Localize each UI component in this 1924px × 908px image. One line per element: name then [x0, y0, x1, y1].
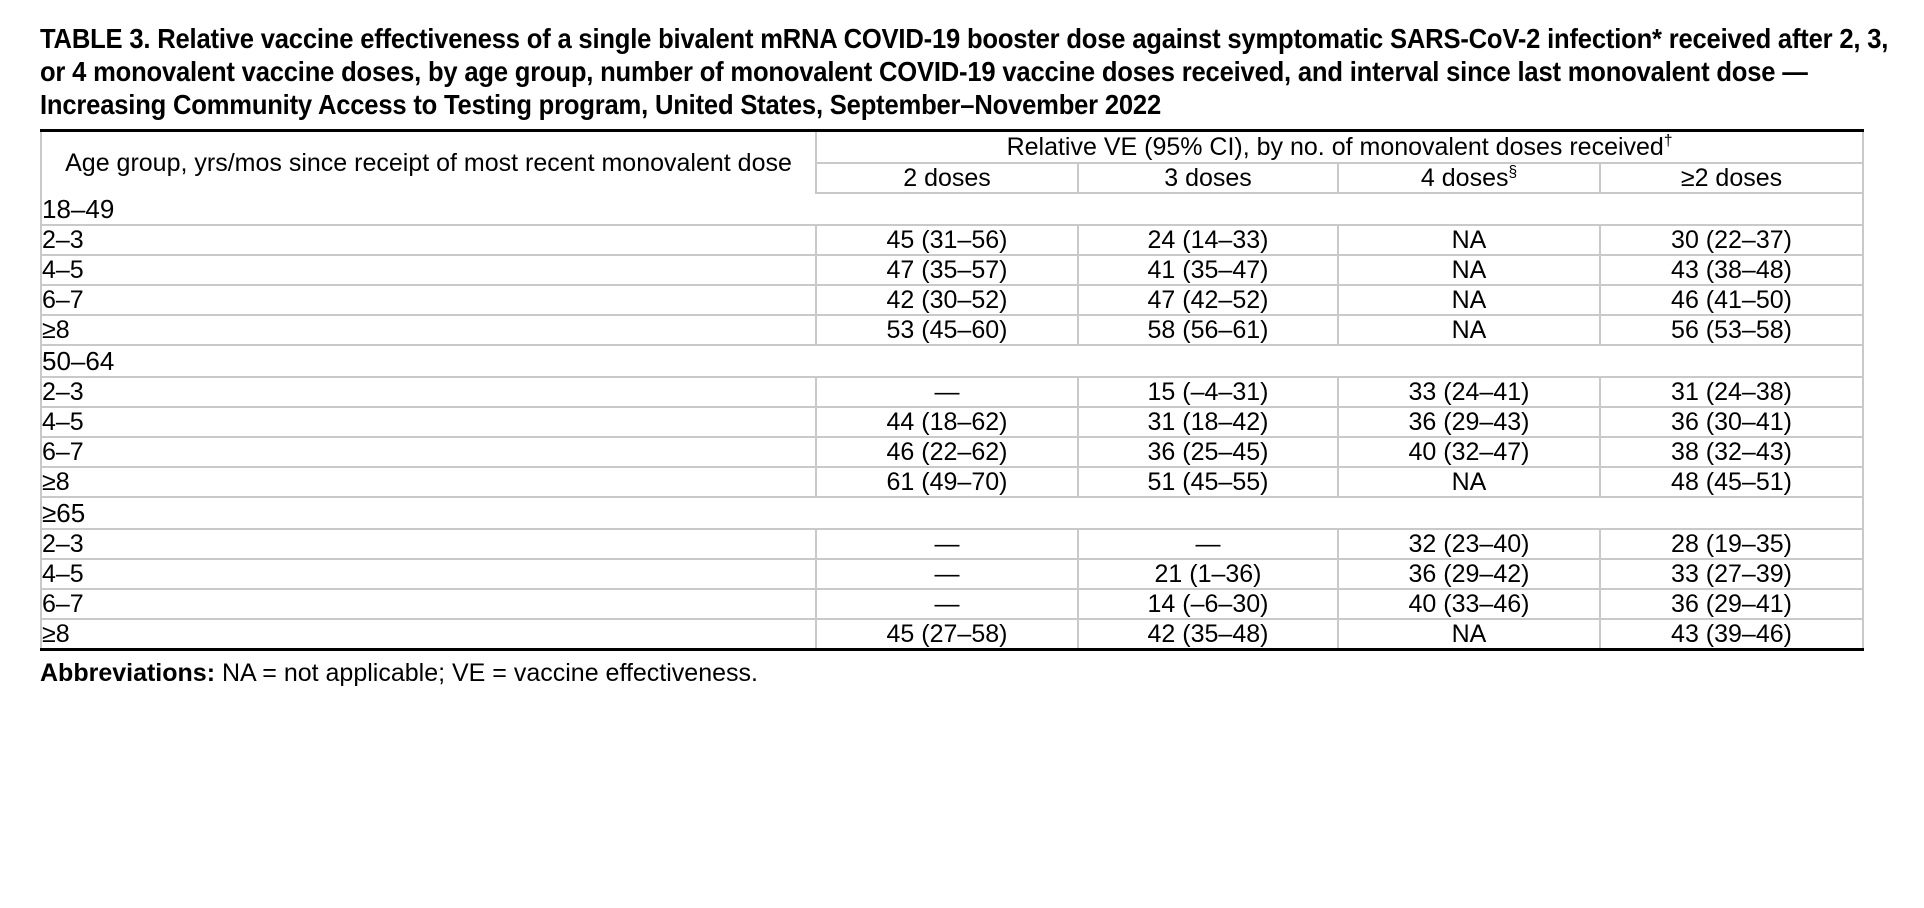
- header-relative-ve-group-footnote-marker: †: [1663, 132, 1673, 150]
- cell-ge2-doses: 48 (45–51): [1600, 467, 1863, 497]
- row-label: 4–5: [41, 255, 816, 285]
- group-heading-row: [41, 193, 1863, 225]
- cell-ge2-doses: 28 (19–35): [1600, 529, 1863, 559]
- table-row: [41, 285, 1863, 315]
- row-label: 6–7: [41, 437, 816, 467]
- row-label: ≥8: [41, 315, 816, 345]
- cell-3-doses: 21 (1–36): [1078, 559, 1338, 589]
- cell-3-doses: 51 (45–55): [1078, 467, 1338, 497]
- cell-ge2-doses: 43 (39–46): [1600, 619, 1863, 650]
- table-header: [41, 131, 1863, 194]
- cell-2-doses: 45 (27–58): [816, 619, 1078, 650]
- cell-ge2-doses: 46 (41–50): [1600, 285, 1863, 315]
- cell-ge2-doses: 43 (38–48): [1600, 255, 1863, 285]
- cell-2-doses: 53 (45–60): [816, 315, 1078, 345]
- row-label: ≥8: [41, 619, 816, 650]
- cell-ge2-doses: 38 (32–43): [1600, 437, 1863, 467]
- table-row: [41, 589, 1863, 619]
- header-col-4-doses-label: 4 doses: [1420, 164, 1509, 192]
- table-row: [41, 377, 1863, 407]
- row-label: 4–5: [41, 407, 816, 437]
- cell-2-doses: 44 (18–62): [816, 407, 1078, 437]
- cell-ge2-doses: 36 (29–41): [1600, 589, 1863, 619]
- cell-4-doses: 40 (33–46): [1338, 589, 1600, 619]
- cell-4-doses: NA: [1338, 315, 1600, 345]
- cell-3-doses: 24 (14–33): [1078, 225, 1338, 255]
- table-row: [41, 407, 1863, 437]
- cell-2-doses: —: [816, 529, 1078, 559]
- abbreviations-footnote: [40, 651, 1884, 688]
- cell-3-doses: 14 (–6–30): [1078, 589, 1338, 619]
- cell-4-doses: 40 (32–47): [1338, 437, 1600, 467]
- header-col-3-doses: [1078, 163, 1338, 193]
- cell-4-doses: NA: [1338, 255, 1600, 285]
- header-relative-ve-group: [816, 131, 1863, 164]
- cell-4-doses: NA: [1338, 285, 1600, 315]
- cell-ge2-doses: 33 (27–39): [1600, 559, 1863, 589]
- header-col-2-doses: [816, 163, 1078, 193]
- row-label: 6–7: [41, 285, 816, 315]
- group-heading-ge65: ≥65: [41, 497, 1863, 529]
- row-label: 2–3: [41, 225, 816, 255]
- header-col-ge2-doses: [1600, 163, 1863, 193]
- cell-4-doses: NA: [1338, 619, 1600, 650]
- cell-2-doses: 42 (30–52): [816, 285, 1078, 315]
- table-title: TABLE 3. Relative vaccine effectiveness of a single bivalent mRNA COVID-19 booster dose against symptomatic SARS-CoV-2 infection* received after 2, 3, or 4 monovalent vaccine doses, by age group, number of monovalent COVID-19 vaccine doses received, and interval since last monovalent dose — Increasing Community Access to Testing program, United States, September–November 2022: [40, 23, 1896, 120]
- header-col-ge2-doses-label: ≥2 doses: [1680, 164, 1783, 192]
- cell-3-doses: 42 (35–48): [1078, 619, 1338, 650]
- cell-3-doses: 41 (35–47): [1078, 255, 1338, 285]
- header-col-4-doses: [1338, 163, 1600, 193]
- table-row: [41, 467, 1863, 497]
- abbreviations-text: NA = not applicable; VE = vaccine effectiveness.: [215, 659, 758, 687]
- table-row: [41, 619, 1863, 650]
- row-label: 6–7: [41, 589, 816, 619]
- table-row: [41, 559, 1863, 589]
- cell-4-doses: 36 (29–43): [1338, 407, 1600, 437]
- header-relative-ve-group-text: Relative VE (95% CI), by no. of monovalent doses received: [1006, 133, 1664, 161]
- cell-ge2-doses: 36 (30–41): [1600, 407, 1863, 437]
- header-col-4-doses-footnote-marker: §: [1508, 163, 1518, 181]
- row-label: 4–5: [41, 559, 816, 589]
- cell-3-doses: —: [1078, 529, 1338, 559]
- header-col-3-doses-label: 3 doses: [1164, 164, 1252, 192]
- cell-2-doses: 45 (31–56): [816, 225, 1078, 255]
- table-row: [41, 437, 1863, 467]
- cell-2-doses: —: [816, 589, 1078, 619]
- table-body: [41, 193, 1863, 650]
- header-col-2-doses-label: 2 doses: [903, 164, 991, 192]
- cell-3-doses: 47 (42–52): [1078, 285, 1338, 315]
- row-label: 2–3: [41, 377, 816, 407]
- cell-ge2-doses: 30 (22–37): [1600, 225, 1863, 255]
- cell-3-doses: 58 (56–61): [1078, 315, 1338, 345]
- group-heading-50-64: 50–64: [41, 345, 1863, 377]
- group-heading-row: [41, 497, 1863, 529]
- cell-ge2-doses: 31 (24–38): [1600, 377, 1863, 407]
- relative-ve-table: [40, 129, 1864, 651]
- cell-ge2-doses: 56 (53–58): [1600, 315, 1863, 345]
- group-heading-row: [41, 345, 1863, 377]
- cell-2-doses: 47 (35–57): [816, 255, 1078, 285]
- cell-4-doses: NA: [1338, 467, 1600, 497]
- row-label: 2–3: [41, 529, 816, 559]
- table-row: [41, 255, 1863, 285]
- cell-4-doses: NA: [1338, 225, 1600, 255]
- abbreviations-label: Abbreviations:: [40, 659, 216, 687]
- cell-2-doses: —: [816, 559, 1078, 589]
- header-row-top: [41, 131, 1863, 164]
- cell-3-doses: 36 (25–45): [1078, 437, 1338, 467]
- row-label: ≥8: [41, 467, 816, 497]
- cell-3-doses: 31 (18–42): [1078, 407, 1338, 437]
- table-row: [41, 225, 1863, 255]
- group-heading-18-49: 18–49: [41, 193, 1863, 225]
- table-row: [41, 529, 1863, 559]
- cell-4-doses: 36 (29–42): [1338, 559, 1600, 589]
- cell-2-doses: —: [816, 377, 1078, 407]
- cell-2-doses: 46 (22–62): [816, 437, 1078, 467]
- cell-3-doses: 15 (–4–31): [1078, 377, 1338, 407]
- cell-4-doses: 33 (24–41): [1338, 377, 1600, 407]
- cell-2-doses: 61 (49–70): [816, 467, 1078, 497]
- cell-4-doses: 32 (23–40): [1338, 529, 1600, 559]
- header-age-group-column: Age group, yrs/mos since receipt of most recent monovalent dose: [41, 131, 816, 194]
- table-row: [41, 315, 1863, 345]
